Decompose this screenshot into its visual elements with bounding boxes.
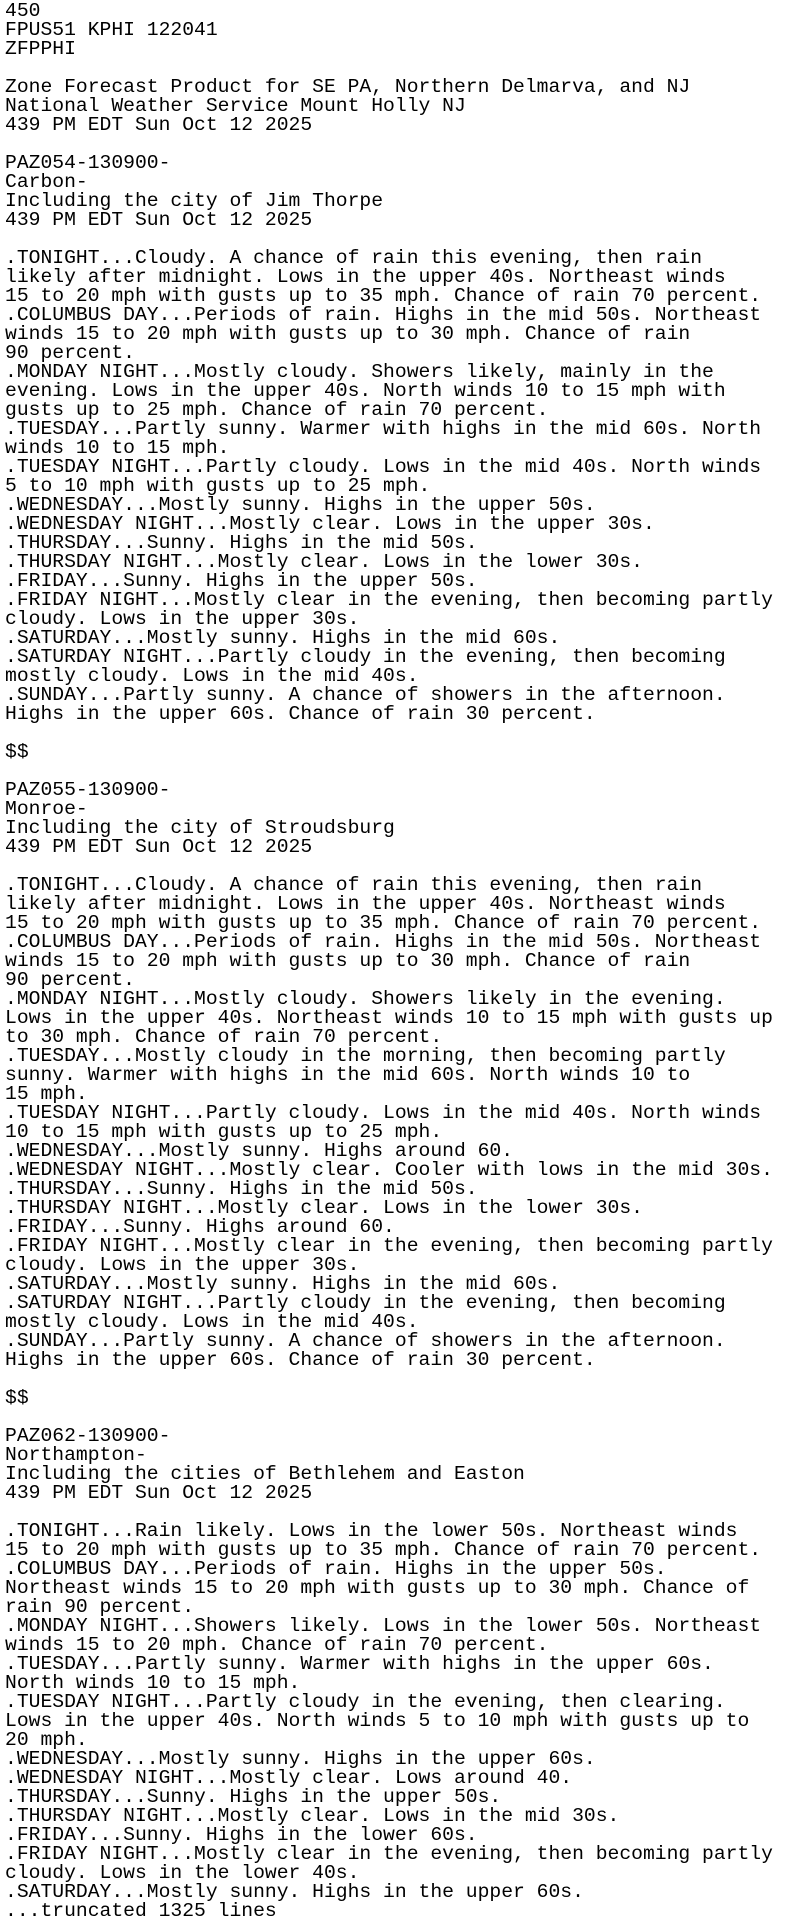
document-line: evening. Lows in the upper 40s. North winds 10 to 15 mph with — [5, 380, 726, 402]
document-line: .TUESDAY...Partly sunny. Warmer with highs in the upper 60s. — [5, 1653, 714, 1675]
document-line: rain 90 percent. — [5, 1596, 195, 1618]
document-line: 15 mph. — [5, 1083, 88, 1105]
document-line: 439 PM EDT Sun Oct 12 2025 — [5, 114, 313, 136]
document-line: .MONDAY NIGHT...Showers likely. Lows in the lower 50s. Northeast — [5, 1615, 762, 1637]
document-line: 15 to 20 mph with gusts up to 35 mph. Chance of rain 70 percent. — [5, 1539, 762, 1561]
document-line: winds 15 to 20 mph with gusts up to 30 mph. Chance of rain — [5, 323, 691, 345]
document-line: to 30 mph. Chance of rain 70 percent. — [5, 1026, 443, 1048]
document-line: .THURSDAY...Sunny. Highs in the mid 50s. — [5, 532, 478, 554]
document-line: .FRIDAY...Sunny. Highs in the upper 50s. — [5, 570, 478, 592]
document-line: .TUESDAY NIGHT...Partly cloudy. Lows in the mid 40s. North winds — [5, 1102, 762, 1124]
document-line: PAZ054-130900- — [5, 152, 171, 174]
document-line: FPUS51 KPHI 122041 — [5, 19, 218, 41]
document-line: .TUESDAY...Partly sunny. Warmer with highs in the mid 60s. North — [5, 418, 762, 440]
document-line: Zone Forecast Product for SE PA, Northern Delmarva, and NJ — [5, 76, 691, 98]
document-line: 439 PM EDT Sun Oct 12 2025 — [5, 1482, 313, 1504]
document-line: Lows in the upper 40s. North winds 5 to 10 mph with gusts up to — [5, 1710, 750, 1732]
document-line: North winds 10 to 15 mph. — [5, 1672, 301, 1694]
document-line: 15 to 20 mph with gusts up to 35 mph. Chance of rain 70 percent. — [5, 912, 762, 934]
document-line: winds 15 to 20 mph. Chance of rain 70 percent. — [5, 1634, 549, 1656]
document-line: 5 to 10 mph with gusts up to 25 mph. — [5, 475, 431, 497]
document-line: .WEDNESDAY...Mostly sunny. Highs in the upper 50s. — [5, 494, 596, 516]
document-line: .COLUMBUS DAY...Periods of rain. Highs in the mid 50s. Northeast — [5, 304, 762, 326]
document-line: gusts up to 25 mph. Chance of rain 70 percent. — [5, 399, 549, 421]
document-line: 439 PM EDT Sun Oct 12 2025 — [5, 836, 313, 858]
document-line: .WEDNESDAY NIGHT...Mostly clear. Lows in the upper 30s. — [5, 513, 655, 535]
document-line: 15 to 20 mph with gusts up to 35 mph. Chance of rain 70 percent. — [5, 285, 762, 307]
document-line: winds 10 to 15 mph. — [5, 437, 230, 459]
document-line: .SATURDAY...Mostly sunny. Highs in the mid 60s. — [5, 1273, 561, 1295]
document-line: cloudy. Lows in the upper 30s. — [5, 608, 360, 630]
document-line: mostly cloudy. Lows in the mid 40s. — [5, 1311, 419, 1333]
document-line: .SATURDAY...Mostly sunny. Highs in the mid 60s. — [5, 627, 561, 649]
document-line: $$ — [5, 741, 29, 763]
document-line: ZFPPHI — [5, 38, 76, 60]
document-line: .TONIGHT...Cloudy. A chance of rain this evening, then rain — [5, 247, 703, 269]
document-line: .THURSDAY NIGHT...Mostly clear. Lows in the mid 30s. — [5, 1805, 620, 1827]
document-line: .SUNDAY...Partly sunny. A chance of showers in the afternoon. — [5, 684, 726, 706]
document-line: $$ — [5, 1387, 29, 1409]
document-line: .THURSDAY...Sunny. Highs in the mid 50s. — [5, 1178, 478, 1200]
document-line: .TUESDAY...Mostly cloudy in the morning, then becoming partly — [5, 1045, 726, 1067]
document-line: .SUNDAY...Partly sunny. A chance of showers in the afternoon. — [5, 1330, 726, 1352]
document-line — [5, 724, 790, 743]
document-line: sunny. Warmer with highs in the mid 60s. North winds 10 to — [5, 1064, 691, 1086]
document-line: .FRIDAY NIGHT...Mostly clear in the evening, then becoming partly — [5, 1843, 773, 1865]
document-line: .THURSDAY...Sunny. Highs in the upper 50s. — [5, 1786, 502, 1808]
document-line: .WEDNESDAY...Mostly sunny. Highs around 60. — [5, 1140, 514, 1162]
document-line: likely after midnight. Lows in the upper 40s. Northeast winds — [5, 893, 726, 915]
document-line: Including the city of Jim Thorpe — [5, 190, 384, 212]
document-line: ...truncated 1325 lines — [5, 1900, 277, 1922]
document-line: .COLUMBUS DAY...Periods of rain. Highs in the mid 50s. Northeast — [5, 931, 762, 953]
document-line: .SATURDAY NIGHT...Partly cloudy in the evening, then becoming — [5, 646, 726, 668]
document-line: .MONDAY NIGHT...Mostly cloudy. Showers likely, mainly in the — [5, 361, 714, 383]
document-line: cloudy. Lows in the lower 40s. — [5, 1862, 360, 1884]
document-line: PAZ055-130900- — [5, 779, 171, 801]
document-line: mostly cloudy. Lows in the mid 40s. — [5, 665, 419, 687]
document-line: .FRIDAY NIGHT...Mostly clear in the evening, then becoming partly — [5, 1235, 773, 1257]
document-line: Including the city of Stroudsburg — [5, 817, 395, 839]
document-line: .WEDNESDAY...Mostly sunny. Highs in the upper 60s. — [5, 1748, 596, 1770]
document-line: 20 mph. — [5, 1729, 88, 1751]
document-line: .MONDAY NIGHT...Mostly cloudy. Showers likely in the evening. — [5, 988, 726, 1010]
document-line: cloudy. Lows in the upper 30s. — [5, 1254, 360, 1276]
document-line: .TONIGHT...Cloudy. A chance of rain this evening, then rain — [5, 874, 703, 896]
document-line: 439 PM EDT Sun Oct 12 2025 — [5, 209, 313, 231]
document-line: .COLUMBUS DAY...Periods of rain. Highs in the upper 50s. — [5, 1558, 667, 1580]
document-line: PAZ062-130900- — [5, 1425, 171, 1447]
document-line: National Weather Service Mount Holly NJ — [5, 95, 466, 117]
document-line: .FRIDAY NIGHT...Mostly clear in the evening, then becoming partly — [5, 589, 773, 611]
document-line: 90 percent. — [5, 969, 135, 991]
document-line: .WEDNESDAY NIGHT...Mostly clear. Lows around 40. — [5, 1767, 573, 1789]
document-line: .TONIGHT...Rain likely. Lows in the lower 50s. Northeast winds — [5, 1520, 738, 1542]
document-line: Northampton- — [5, 1444, 147, 1466]
document-line: .TUESDAY NIGHT...Partly cloudy. Lows in the mid 40s. North winds — [5, 456, 762, 478]
document-line: Highs in the upper 60s. Chance of rain 30 percent. — [5, 703, 596, 725]
document-line: 450 — [5, 0, 41, 22]
document-line: 10 to 15 mph with gusts up to 25 mph. — [5, 1121, 443, 1143]
document-line: .THURSDAY NIGHT...Mostly clear. Lows in the lower 30s. — [5, 551, 643, 573]
document-line: Carbon- — [5, 171, 88, 193]
document-line — [5, 1370, 790, 1389]
document-line: .FRIDAY...Sunny. Highs in the lower 60s. — [5, 1824, 478, 1846]
document-line: Monroe- — [5, 798, 88, 820]
document-line: Northeast winds 15 to 20 mph with gusts up to 30 mph. Chance of — [5, 1577, 750, 1599]
document-line: .FRIDAY...Sunny. Highs around 60. — [5, 1216, 395, 1238]
document-line: winds 15 to 20 mph with gusts up to 30 mph. Chance of rain — [5, 950, 691, 972]
document-line: .TUESDAY NIGHT...Partly cloudy in the evening, then clearing. — [5, 1691, 726, 1713]
document-line: .SATURDAY NIGHT...Partly cloudy in the evening, then becoming — [5, 1292, 726, 1314]
document-line: 90 percent. — [5, 342, 135, 364]
document-line: likely after midnight. Lows in the upper 40s. Northeast winds — [5, 266, 726, 288]
document-line: Lows in the upper 40s. Northeast winds 10 to 15 mph with gusts up — [5, 1007, 773, 1029]
document-line: Highs in the upper 60s. Chance of rain 30 percent. — [5, 1349, 596, 1371]
document-line: Including the cities of Bethlehem and Easton — [5, 1463, 525, 1485]
document-line: .SATURDAY...Mostly sunny. Highs in the upper 60s. — [5, 1881, 584, 1903]
document-line: .THURSDAY NIGHT...Mostly clear. Lows in the lower 30s. — [5, 1197, 643, 1219]
document-line: .WEDNESDAY NIGHT...Mostly clear. Cooler with lows in the mid 30s. — [5, 1159, 773, 1181]
